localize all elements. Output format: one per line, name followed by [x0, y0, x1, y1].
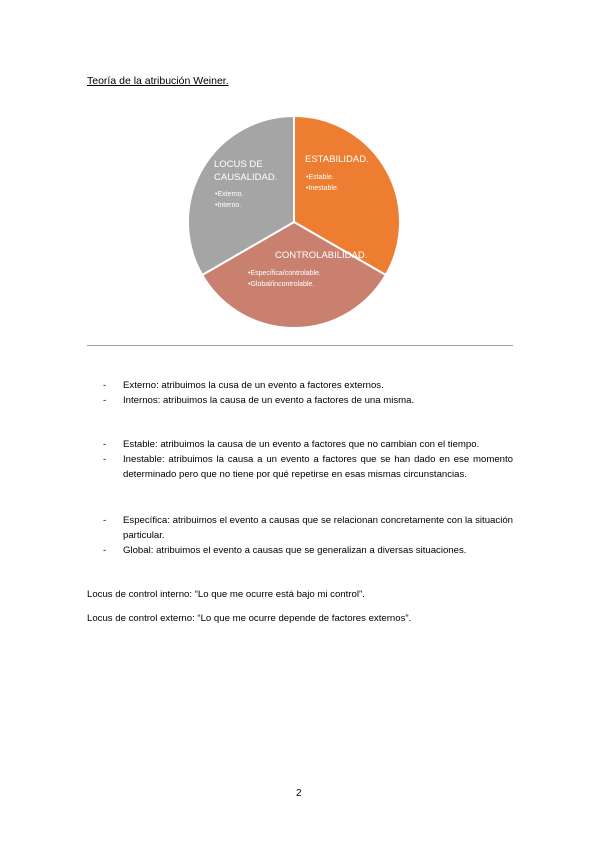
locus-interno-paragraph: Locus de control interno: “Lo que me ocurre está bajo mi control”.: [87, 589, 365, 600]
list-item: - Externo: atribuimos la cusa de un evento a factores externos.: [103, 380, 384, 391]
locus-externo-paragraph: Locus de control externo: “Lo que me ocurre depende de factores externos”.: [87, 613, 412, 624]
list-item: - Inestable: atribuimos la causa a un evento a factores que se han dado en ese momento determinado pero que no tiene por qué repetirse en esas mismas circunstancias.: [103, 454, 513, 480]
page-number: 2: [296, 788, 302, 799]
list-item: - Estable: atribuimos la causa de un evento a factores que no cambian con el tiempo.: [103, 439, 480, 450]
section-divider: [87, 345, 513, 346]
locus-list: [87, 378, 513, 408]
slice-label: CONTROLABILIDAD.: [275, 250, 368, 261]
slice-item-label: •Específica/controlable.: [248, 270, 321, 277]
attribution-pie-chart: [185, 110, 415, 335]
list-item: - Internos: atribuimos la causa de un evento a factores de una misma.: [103, 395, 415, 406]
slice-item-label: •Interno.: [215, 202, 242, 209]
slice-item-label: •Global/incontrolable.: [248, 281, 315, 288]
slice-item-label: •Externo.: [215, 191, 244, 198]
slice-label: CAUSALIDAD.: [214, 172, 278, 183]
slice-item-label: •Estable.: [306, 174, 334, 181]
slice-item-label: •Inestable.: [306, 185, 339, 192]
stability-list: [87, 437, 513, 482]
list-item: - Específica: atribuimos el evento a causas que se relacionan concretamente con la situación particular.: [103, 515, 513, 541]
slice-label: ESTABILIDAD.: [305, 154, 369, 165]
section-title: Teoría de la atribución Weiner.: [87, 75, 229, 87]
slice-label: LOCUS DE: [214, 159, 263, 170]
controllability-list: [87, 513, 513, 558]
list-item: - Global: atribuimos el evento a causas que se generalizan a diversas situaciones.: [103, 545, 467, 556]
